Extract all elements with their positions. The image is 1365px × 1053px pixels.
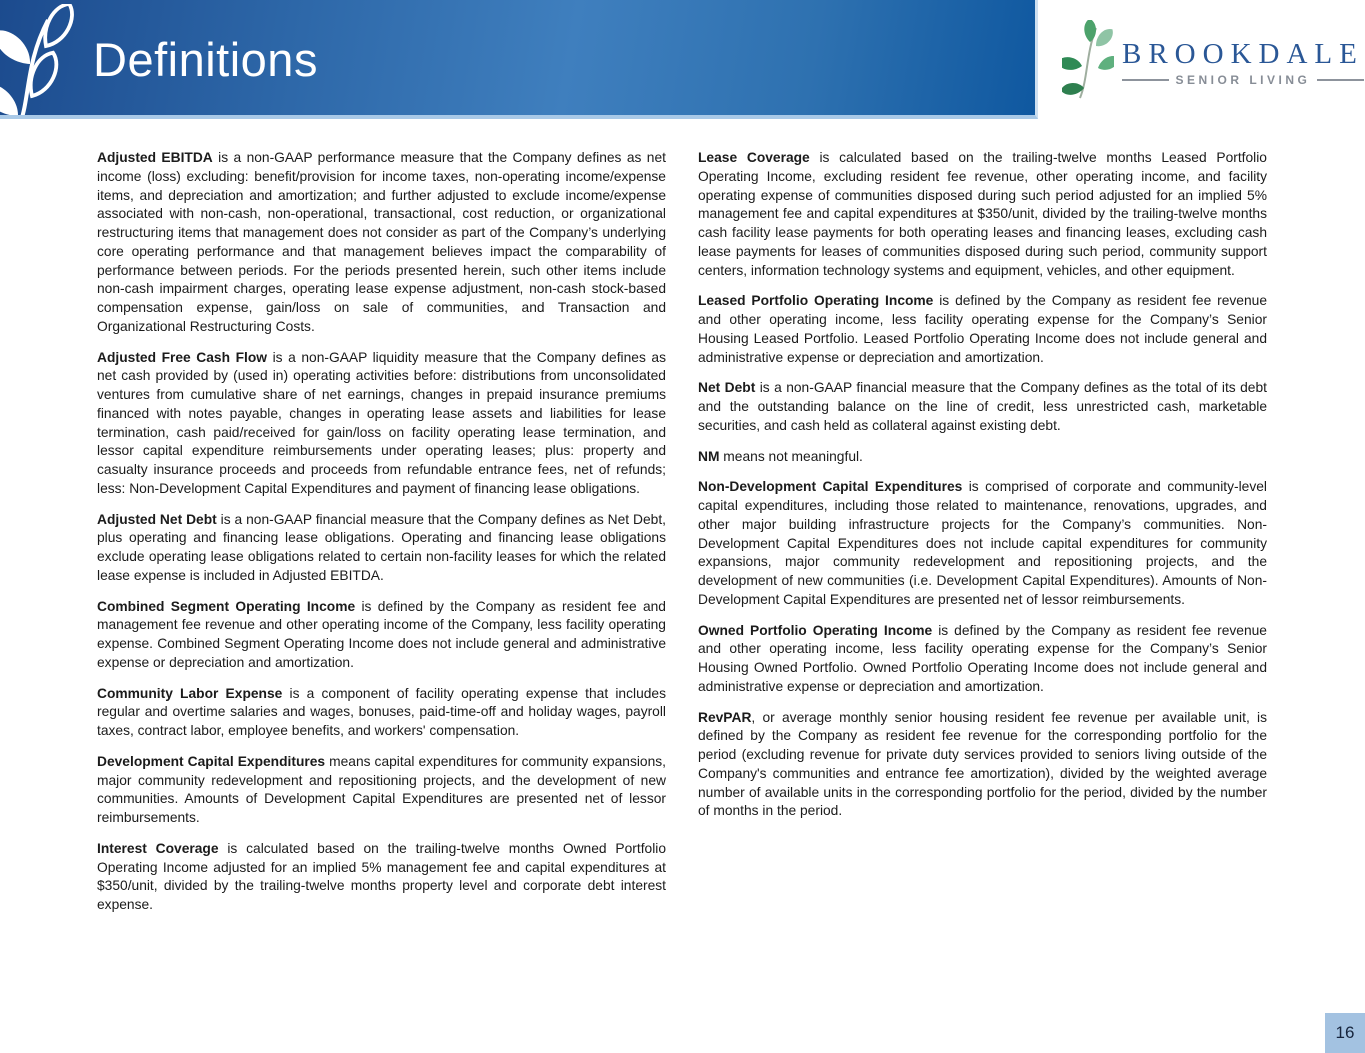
- definition-paragraph: [698, 478, 1267, 609]
- definition-text: is a component of facility operating expense that includes regular and overtime salaries and wages, bonuses, paid-time-off and holiday wages, payroll taxes, contract labor, employee benefits, and workers' compensation.: [97, 685, 666, 738]
- definition-paragraph: [97, 349, 666, 499]
- definition-term: Development Capital Expenditures: [97, 753, 326, 769]
- definition-text: is a non-GAAP financial measure that the Company defines as Net Debt, plus operating and financing lease obligations. Operating and financing lease obligations exclude operating lease obligations related to certain non-facility leases for which the related lease expense is included in Adjusted EBITDA.: [97, 511, 667, 583]
- definition-term: Interest Coverage: [97, 840, 219, 856]
- definition-paragraph: [97, 511, 666, 586]
- definition-text: is defined by the Company as resident fee and management fee revenue and other operating income of the Company, less facility operating expense. Combined Segment Operating Income does not include general and administrative expense or depreciation and amortization.: [97, 598, 666, 670]
- page-number-badge: 16: [1325, 1013, 1365, 1053]
- definition-term: Adjusted EBITDA: [97, 150, 213, 165]
- definition-term: Leased Portfolio Operating Income: [698, 293, 934, 309]
- definition-text: is calculated based on the trailing-twelve months Leased Portfolio Operating Income, excluding resident fee revenue, other operating income, and facility operating expense of communities disposed during such period adjusted for an implied 5% management fee and capital expenditures at $350/unit, divided by the trailing-twelve months cash facility lease payments for both operating leases and financing leases, excluding cash lease payments for leases of communities disposed during such period, community support centers, information technology systems and equipment, vehicles, and other equipment.: [698, 150, 1267, 278]
- brand-tagline: SENIOR LIVING: [1175, 73, 1311, 87]
- definition-paragraph: [698, 292, 1267, 367]
- definition-paragraph: [97, 840, 666, 915]
- definition-text: is defined by the Company as resident fee revenue and other operating income, less facility operating expense for the Company’s Senior Housing Owned Portfolio. Owned Portfolio Operating Income does not include general and administrative expense or depreciation and amortization.: [698, 622, 1267, 694]
- definition-paragraph: [698, 149, 1267, 280]
- definition-term: Non-Development Capital Expenditures: [698, 479, 963, 495]
- definition-text: means capital expenditures for community expansions, major community redevelopment and repositioning projects, and the development of new communities. Amounts of Development Capital Expenditures are presented net of lessor reimbursements.: [97, 753, 666, 825]
- definition-term: Adjusted Net Debt: [97, 511, 217, 527]
- definition-paragraph: [97, 753, 666, 828]
- definition-text: is a non-GAAP liquidity measure that the Company defines as net cash provided by (used in) operating activities before: distributions from unconsolidated ventures from cumulative share of net earnings, changes in prepaid insurance premiums financed with notes payable, changes in operating lease assets and liabilities for lease termination, cash paid/received for gain/loss on facility operating lease termination, and lessor capital expenditure reimbursements under operating leases; plus: property and casualty insurance proceeds and proceeds from refundable entrance fees, net of refunds; less: Non-Development Capital Expenditures and payment of financing lease obligations.: [97, 349, 666, 496]
- definition-paragraph: [97, 149, 666, 337]
- definition-term: Adjusted Free Cash Flow: [97, 349, 268, 365]
- header-band: [0, 0, 1038, 119]
- definition-term: Lease Coverage: [698, 150, 810, 165]
- definition-paragraph: [698, 379, 1267, 435]
- brookdale-logo: [1062, 20, 1364, 105]
- definition-paragraph: [97, 685, 666, 741]
- definition-text: is comprised of corporate and community-level capital expenditures, including those related to maintenance, renovations, upgrades, and other major building infrastructure projects for the Company’s communities. Non-Development Capital Expenditures does not include capital expenditures for community expansions, major community redevelopment and repositioning projects, and the development of new communities (i.e. Development Capital Expenditures). Amounts of Non-Development Capital Expenditures are presented net of lessor reimbursements.: [698, 479, 1267, 607]
- definition-term: Owned Portfolio Operating Income: [698, 622, 933, 638]
- page-title: Definitions: [93, 33, 318, 86]
- definition-term: NM: [698, 448, 720, 464]
- definition-term: Combined Segment Operating Income: [97, 598, 356, 614]
- definition-paragraph: [698, 622, 1267, 697]
- brookdale-leaves-icon: [1062, 20, 1114, 105]
- definition-text: is a non-GAAP financial measure that the Company defines as the total of its debt and the outstanding balance on the line of credit, less unrestricted cash, marketable securities, and cash held as collateral against existing debt.: [698, 380, 1267, 433]
- definition-term: Net Debt: [698, 380, 756, 396]
- definition-paragraph: [97, 598, 666, 673]
- tagline-rule-left: [1122, 79, 1169, 81]
- definitions-column-left: [97, 149, 666, 927]
- brand-tagline-row: [1122, 73, 1364, 87]
- tagline-rule-right: [1317, 79, 1364, 81]
- definition-paragraph: [698, 448, 1267, 467]
- definition-text: is defined by the Company as resident fee revenue and other operating income, less facility operating expense for the Company’s Senior Housing Leased Portfolio. Leased Portfolio Operating Income does not include general and administrative expense or depreciation and amortization.: [698, 293, 1267, 365]
- definition-term: Community Labor Expense: [97, 685, 283, 701]
- definition-text: is calculated based on the trailing-twelve months Owned Portfolio Operating Income adjusted for an implied 5% management fee and capital expenditures at $350/unit, divided by the trailing-twelve months property level and corporate debt interest expense.: [97, 840, 667, 912]
- brand-name: BROOKDALE: [1122, 38, 1364, 70]
- definition-paragraph: [698, 709, 1267, 822]
- definitions-column-right: [698, 149, 1267, 927]
- brookdale-wordmark: [1122, 38, 1364, 87]
- definition-text: is a non-GAAP performance measure that the Company defines as net income (loss) excluding: benefit/provision for income taxes, non-operating income/expense items, and depreciation and amortization; and further adjusted to exclude income/expense associated with non-cash, non-operational, transactional, cost reduction, or organizational restructuring items that management does not consider as part of the Company’s underlying core operating performance and that management believes impact the comparability of performance between periods. For the periods presented herein, such other items include non-cash impairment charges, operating lease expense adjustment, non-cash stock-based compensation expense, gain/loss on sale of communities, and Transaction and Organizational Restructuring Costs.: [97, 150, 666, 334]
- definition-term: RevPAR: [698, 709, 752, 725]
- definitions-content: [97, 149, 1267, 927]
- leaf-ornament-icon: [0, 4, 106, 119]
- definition-text: means not meaningful.: [719, 448, 863, 464]
- definition-text: , or average monthly senior housing resident fee revenue per available unit, is defined by the Company as resident fee revenue for the corresponding portfolio for the period (excluding revenue for private duty services provided to seniors living outside of the Company's communities and entrance fee amortization), divided by the weighted average number of available units in the corresponding portfolio for the period, divided by the number of months in the period.: [698, 709, 1267, 819]
